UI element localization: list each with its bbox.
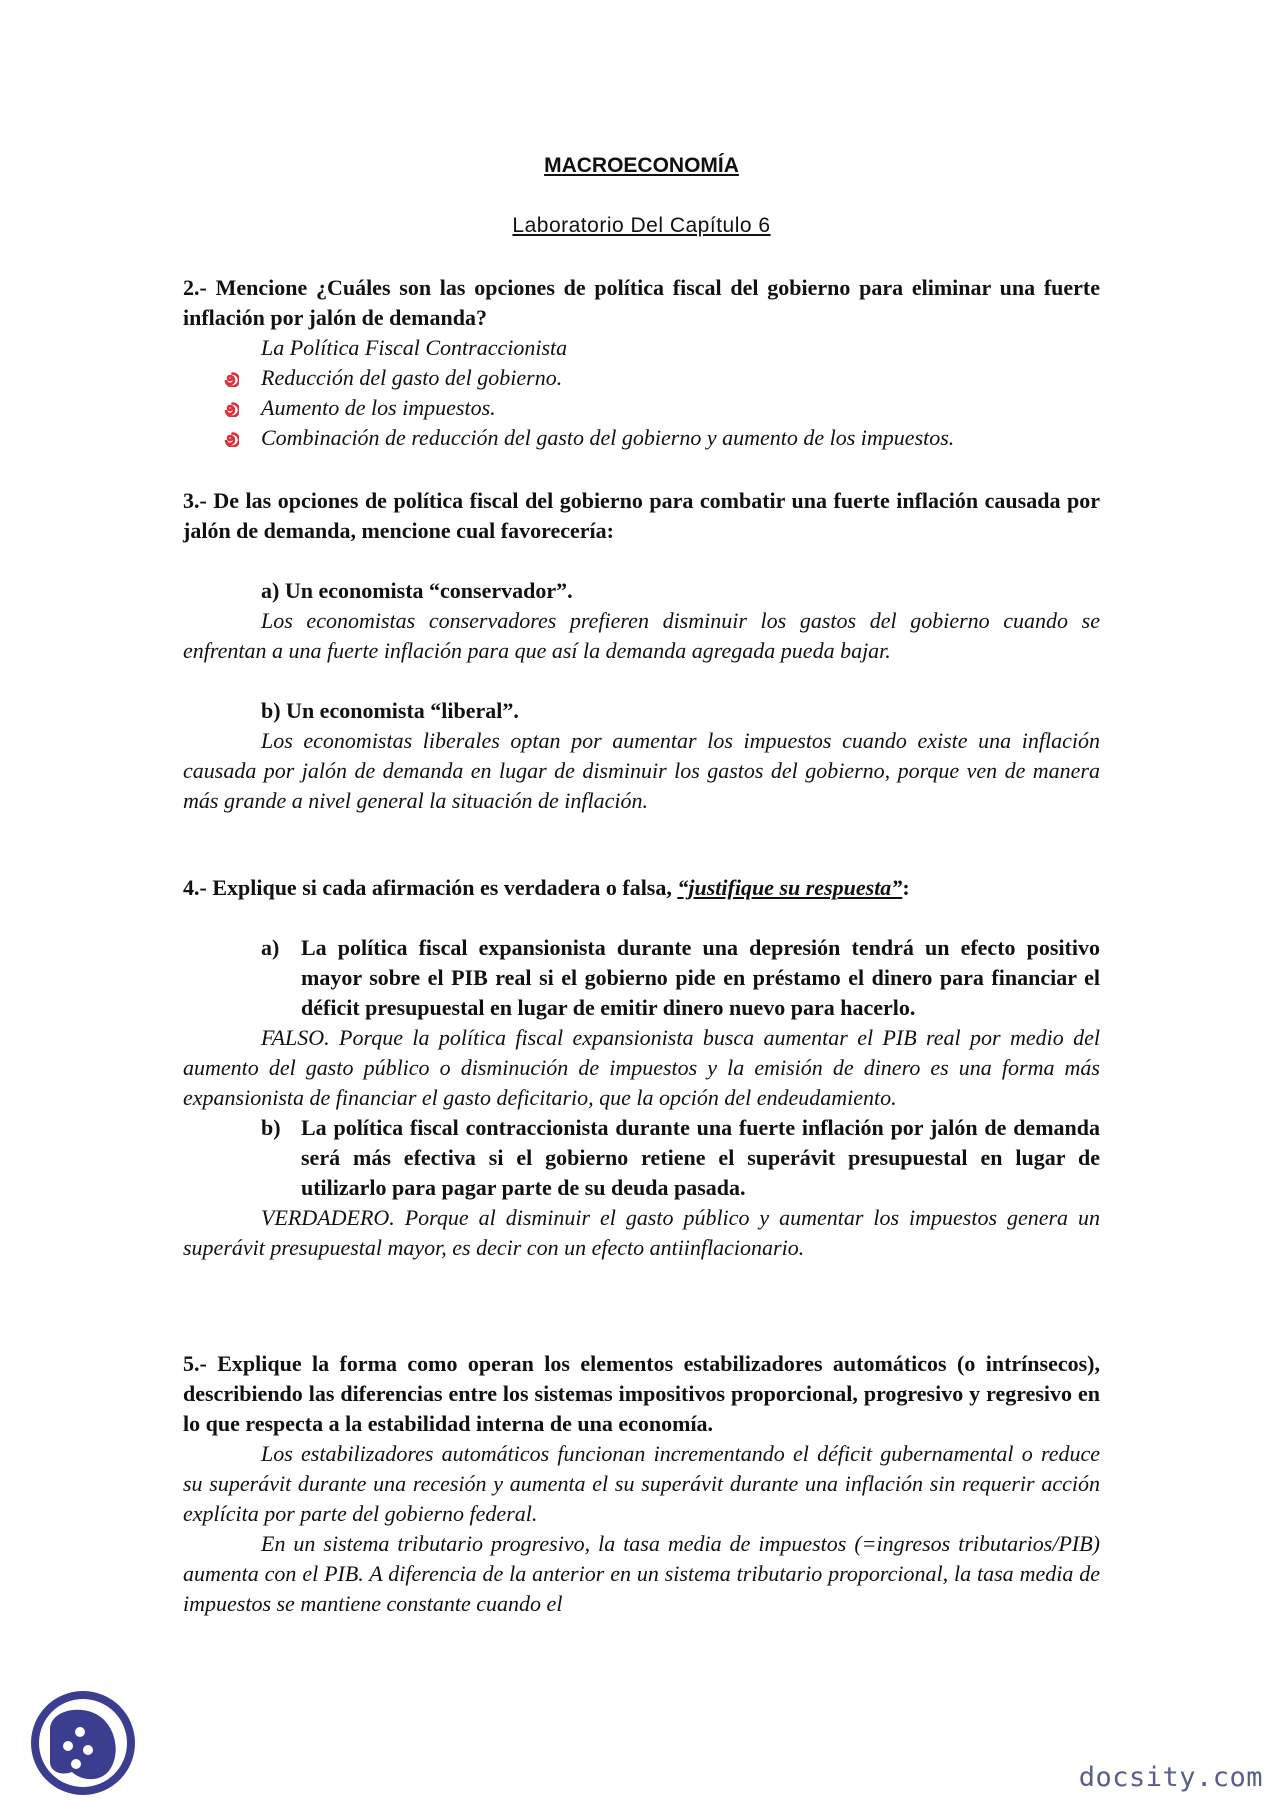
spiral-bullet-icon	[183, 423, 261, 453]
question-4-a-answer: FALSO. Porque la política fiscal expansionista busca aumentar el PIB real por medio del aumento del gasto público o disminución de impuestos y la emisión de dinero es una forma más expansionista de financiar el gasto deficitario, que la opción del endeudamiento.	[183, 1025, 1100, 1110]
spiral-bullet-icon	[183, 393, 261, 423]
list-item-text: Combinación de reducción del gasto del gobierno y aumento de los impuestos.	[261, 425, 955, 450]
question-5-section	[183, 1349, 1100, 1619]
document-title: MACROECONOMÍA	[544, 154, 739, 177]
question-3-a-title: a) Un economista “conservador”.	[261, 578, 573, 603]
question-4-emphasis: “justifique su respuesta”	[677, 875, 903, 900]
list-item-text: Aumento de los impuestos.	[261, 395, 496, 420]
question-2-text: 2.- Mencione ¿Cuáles son las opciones de política fiscal del gobierno para eliminar una fuerte inflación por jalón de demanda?	[183, 275, 1100, 330]
list-item	[183, 363, 1100, 393]
docsity-brand: docsity.com	[1078, 1762, 1263, 1793]
question-3-b-answer: Los economistas liberales optan por aumentar los impuestos cuando existe una inflación causada por jalón de demanda en lugar de disminuir los gastos del gobierno, porque ven de manera más grande a nivel general la situación de inflación.	[183, 728, 1100, 813]
question-3-b-title: b) Un economista “liberal”.	[261, 698, 519, 723]
list-item-text: Reducción del gasto del gobierno.	[261, 365, 563, 390]
docsity-logo	[28, 1688, 138, 1798]
question-3-section	[183, 486, 1100, 816]
question-4-section	[183, 873, 1100, 1263]
question-5-answer-2: En un sistema tributario progresivo, la tasa media de impuestos (=ingresos tributarios/PIB) aumenta con el PIB. A diferencia de la anterior en un sistema tributario proporcional, la tasa media de impuestos se mantiene constante cuando el	[183, 1531, 1100, 1616]
spiral-bullet-icon	[183, 363, 261, 393]
question-4-text: 4.- Explique si cada afirmación es verdadera o falsa, “justifique su respuesta”:	[183, 875, 910, 900]
document-subtitle: Laboratorio Del Capítulo 6	[512, 214, 771, 237]
question-2-intro: La Política Fiscal Contraccionista	[261, 335, 568, 360]
list-item	[183, 393, 1100, 423]
list-item	[183, 423, 1100, 453]
question-3-a-answer: Los economistas conservadores prefieren disminuir los gastos del gobierno cuando se enfrentan a una fuerte inflación para que así la demanda agregada pueda bajar.	[183, 608, 1100, 663]
question-3-text: 3.- De las opciones de política fiscal del gobierno para combatir una fuerte inflación causada por jalón de demanda, mencione cual favorecería:	[183, 488, 1100, 543]
question-4-a-statement: a) La política fiscal expansionista durante una depresión tendrá un efecto positivo mayor sobre el PIB real si el gobierno pide en préstamo el dinero para financiar el déficit presupuestal en lugar de emitir dinero nuevo para hacerlo.	[261, 935, 1100, 1020]
question-5-answer-1: Los estabilizadores automáticos funcionan incrementando el déficit gubernamental o reduce su superávit durante una recesión y aumenta el su superávit durante una inflación sin requerir acción explícita por parte del gobierno federal.	[183, 1441, 1100, 1526]
question-5-text: 5.- Explique la forma como operan los elementos estabilizadores automáticos (o intrínsecos), describiendo las diferencias entre los sistemas impositivos proporcional, progresivo y regresivo en lo que respecta a la estabilidad interna de una economía.	[183, 1351, 1100, 1436]
question-4-b-statement: b) La política fiscal contraccionista durante una fuerte inflación por jalón de demanda será más efectiva si el gobierno retiene el superávit presupuestal en lugar de utilizarlo para pagar parte de su deuda pasada.	[261, 1115, 1100, 1200]
question-4-b-answer: VERDADERO. Porque al disminuir el gasto público y aumentar los impuestos genera un superávit presupuestal mayor, es decir con un efecto antiinflacionario.	[183, 1205, 1100, 1260]
question-2-section	[183, 273, 1100, 453]
